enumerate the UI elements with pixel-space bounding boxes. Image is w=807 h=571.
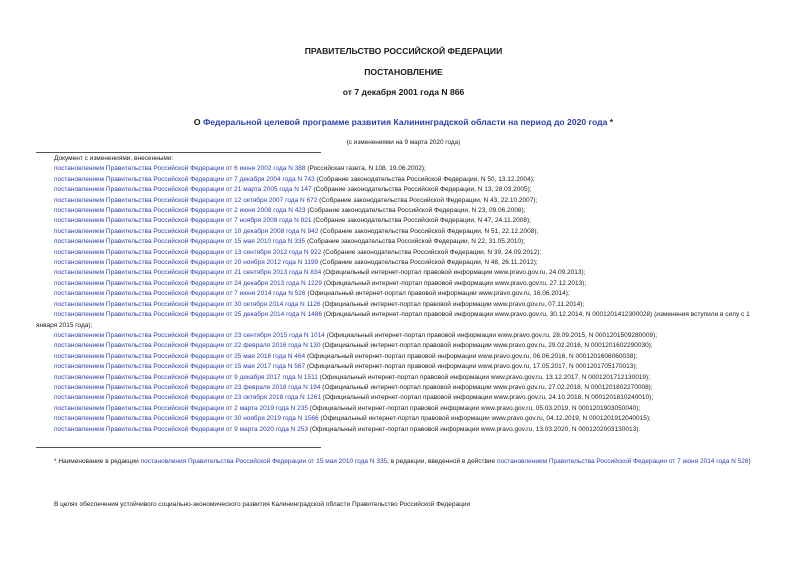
change-item — [36, 362, 771, 372]
change-source: (Собрание законодательства Российской Федерации, N 51, 22.12.2008); — [318, 227, 539, 235]
change-link[interactable]: постановлением Правительства Российской Федерации от 9 декабря 2017 года N 1511 — [54, 373, 318, 381]
change-item — [36, 185, 771, 195]
change-link[interactable]: постановлением Правительства Российской Федерации от 25 мая 2016 года N 464 — [54, 352, 306, 360]
change-item — [36, 373, 771, 383]
footnote-suffix: ) — [748, 458, 751, 465]
change-link[interactable]: постановлением Правительства Российской Федерации от 9 марта 2020 года N 253 — [54, 425, 308, 433]
footnote-link-2[interactable]: постановлением Правительства Российской Федерации от 7 июня 2014 года N 526 — [496, 458, 749, 465]
change-item — [36, 258, 771, 268]
change-item — [36, 393, 771, 403]
change-source: (Собрание законодательства Российской Федерации, N 23, 09.06.2008); — [305, 207, 526, 215]
change-link[interactable]: постановлением Правительства Российской Федерации от 2 марта 2019 года N 235 — [54, 404, 308, 412]
change-item — [36, 383, 771, 393]
change-source: (Официальный интернет-портал правовой информации www.pravo.gov.ru, 29.02.2016, N 0001201602290030); — [320, 342, 653, 350]
change-link[interactable]: постановлением Правительства Российской Федерации от 7 июня 2014 года N 526 — [54, 290, 306, 298]
change-item — [36, 414, 771, 424]
change-item — [36, 216, 771, 226]
top-divider — [36, 152, 321, 153]
change-item — [36, 175, 771, 185]
change-item — [36, 425, 771, 435]
bottom-divider — [36, 447, 321, 448]
change-source: (Официальный интернет-портал правовой информации www.pravo.gov.ru, 07.11.2014); — [320, 300, 585, 308]
change-source: (Собрание законодательства Российской Федерации, N 43, 22.10.2007); — [317, 196, 538, 204]
change-item — [36, 331, 771, 341]
change-source: (Официальный интернет-портал правовой информации www.pravo.gov.ru, 05.03.2019, N 0001201903050040); — [308, 404, 641, 412]
change-link[interactable]: постановлением Правительства Российской Федерации от 6 июня 2002 года N 388 — [54, 165, 306, 173]
footnote-middle: ; в редакции, введенной в действие — [387, 458, 497, 465]
change-source: (Официальный интернет-портал правовой информации www.pravo.gov.ru, 30.12.2014, N 0001201412300028) (изменения вступили в силу с 1 января 2015 года); — [36, 311, 750, 329]
title-link[interactable]: Федеральной целевой программе развития Калининградской области на период до 2020 года — [202, 117, 608, 127]
title-suffix: * — [607, 117, 614, 127]
change-item — [36, 268, 771, 278]
change-source: (Официальный интернет-портал правовой информации www.pravo.gov.ru, 27.12.2013); — [321, 279, 587, 287]
change-link[interactable]: постановлением Правительства Российской Федерации от 22 февраля 2016 года N 130 — [54, 342, 321, 350]
changes-list — [36, 154, 771, 435]
change-link[interactable]: постановлением Правительства Российской Федерации от 2 июня 2008 года N 423 — [54, 207, 306, 215]
change-link[interactable]: постановлением Правительства Российской Федерации от 7 ноября 2008 года N 821 — [54, 217, 312, 225]
change-item — [36, 227, 771, 237]
change-item — [36, 352, 771, 362]
change-link[interactable]: постановлением Правительства Российской Федерации от 30 ноября 2019 года N 1566 — [54, 415, 319, 423]
change-link[interactable]: постановлением Правительства Российской Федерации от 23 октября 2018 года N 1261 — [54, 394, 321, 402]
change-source: (Собрание законодательства Российской Федерации, N 48, 26.11.2012); — [318, 259, 538, 267]
change-link[interactable]: постановлением Правительства Российской Федерации от 15 мая 2017 года N 567 — [54, 363, 306, 371]
change-link[interactable]: постановлением Правительства Российской Федерации от 20 ноября 2012 года N 1199 — [54, 259, 319, 267]
change-item — [36, 404, 771, 414]
change-link[interactable]: постановлением Правительства Российской Федерации от 30 октября 2014 года N 1126 — [54, 300, 321, 308]
change-link[interactable]: постановлением Правительства Российской Федерации от 12 октября 2007 года N 672 — [54, 196, 318, 204]
change-link[interactable]: постановлением Правительства Российской Федерации от 23 февраля 2018 года N 194 — [54, 383, 321, 391]
change-item — [36, 289, 771, 299]
change-item — [36, 248, 771, 258]
change-link[interactable]: постановлением Правительства Российской Федерации от 24 декабря 2013 года N 1229 — [54, 279, 322, 287]
change-source: (Официальный интернет-портал правовой информации www.pravo.gov.ru, 24.09.2013); — [321, 269, 586, 277]
change-source: (Официальный интернет-портал правовой информации www.pravo.gov.ru, 13.12.2017, N 0001201712130019); — [317, 373, 651, 381]
change-source: (Официальный интернет-портал правовой информации www.pravo.gov.ru, 27.02.2018, N 0001201802270008); — [320, 383, 653, 391]
change-source: (Официальный интернет-портал правовой информации www.pravo.gov.ru, 16.06.2014); — [305, 290, 570, 298]
change-item — [36, 164, 771, 174]
footnote — [36, 457, 771, 467]
change-item — [36, 206, 771, 216]
document-subtitle: (с изменениями на 9 марта 2020 года) — [346, 139, 461, 146]
change-link[interactable]: постановлением Правительства Российской Федерации от 13 сентября 2012 года N 922 — [54, 248, 322, 256]
change-source: (Официальный интернет-портал правовой информации www.pravo.gov.ru, 17.05.2017, N 0001201705170013); — [305, 363, 638, 371]
change-source: (Собрание законодательства Российской Федерации, N 22, 31.05.2010); — [305, 238, 526, 246]
change-source: (Собрание законодательства Российской Федерации, N 13, 28.03.2005); — [311, 186, 532, 194]
change-source: (Официальный интернет-портал правовой информации www.pravo.gov.ru, 28.09.2015, N 0001201509280009); — [324, 331, 658, 339]
document-title — [0, 117, 807, 127]
change-source: (Российская газета, N 108, 19.06.2002); — [305, 165, 426, 173]
change-link[interactable]: постановлением Правительства Российской Федерации от 21 сентября 2013 года N 834 — [54, 269, 322, 277]
body-paragraph: В целях обеспечения устойчивого социально-экономического развития Калининградской области Правительство Российской Федерации — [54, 501, 471, 508]
change-item — [36, 279, 771, 289]
change-item — [36, 196, 771, 206]
change-item — [36, 300, 771, 310]
changes-items — [36, 164, 771, 435]
change-link[interactable]: постановлением Правительства Российской Федерации от 21 марта 2005 года N 147 — [54, 186, 312, 194]
change-source: (Собрание законодательства Российской Федерации, N 50, 13.12.2004); — [314, 175, 535, 183]
document-date-number: от 7 декабря 2001 года N 866 — [342, 87, 465, 97]
title-prefix: О — [193, 117, 203, 127]
change-source: (Собрание законодательства Российской Федерации, N 47, 24.11.2008); — [311, 217, 531, 225]
changes-intro: Документ с изменениями, внесенными: — [54, 155, 174, 162]
change-source: (Официальный интернет-портал правовой информации www.pravo.gov.ru, 24.10.2018, N 0001201810240010); — [320, 394, 654, 402]
footnote-prefix: * Наименование в редакции — [54, 458, 141, 465]
change-source: (Собрание законодательства Российской Федерации, N 39, 24.09.2012); — [321, 248, 542, 256]
change-link[interactable]: постановлением Правительства Российской Федерации от 15 мая 2010 года N 335 — [54, 238, 306, 246]
change-link[interactable]: постановлением Правительства Российской Федерации от 25 декабря 2014 года N 1486 — [54, 311, 322, 319]
change-item — [36, 237, 771, 247]
change-link[interactable]: постановлением Правительства Российской Федерации от 7 декабря 2004 года N 743 — [54, 175, 315, 183]
government-heading: ПРАВИТЕЛЬСТВО РОССИЙСКОЙ ФЕДЕРАЦИИ — [304, 46, 503, 56]
change-item — [36, 310, 771, 331]
change-source: (Официальный интернет-портал правовой информации www.pravo.gov.ru, 06.06.2016, N 0001201606060038); — [305, 352, 638, 360]
change-link[interactable]: постановлением Правительства Российской Федерации от 10 декабря 2008 года N 942 — [54, 227, 319, 235]
change-item — [36, 341, 771, 351]
document-type-heading: ПОСТАНОВЛЕНИЕ — [364, 67, 443, 77]
change-source: (Официальный интернет-портал правовой информации www.pravo.gov.ru, 13.03.2020, N 0001202003130013). — [308, 425, 641, 433]
change-source: (Официальный интернет-портал правовой информации www.pravo.gov.ru, 04.12.2019, N 0001201912040015); — [318, 415, 651, 423]
change-link[interactable]: постановлением Правительства Российской Федерации от 23 сентября 2015 года N 1014 — [54, 331, 325, 339]
footnote-link-1[interactable]: постановления Правительства Российской Федерации от 15 мая 2010 года N 335 — [140, 458, 388, 465]
